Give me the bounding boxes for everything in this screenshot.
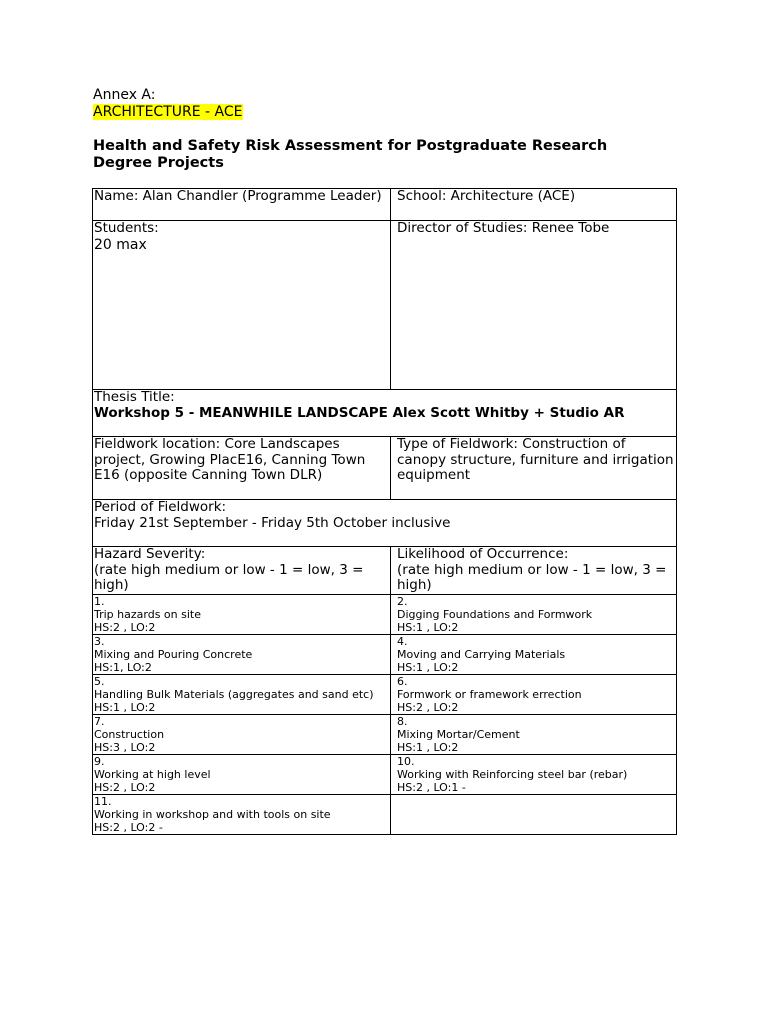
students-value: 20 max — [94, 236, 147, 253]
period-cell — [93, 500, 677, 547]
hazard-name: Construction — [94, 727, 165, 741]
hazard-name: Working in workshop and with tools on site — [94, 807, 331, 821]
students-row — [93, 221, 677, 390]
department-label — [93, 104, 243, 121]
severity-label: Hazard Severity: — [94, 546, 206, 562]
hazard-number: 2. — [397, 594, 408, 608]
hazard-name: Digging Foundations and Formwork — [397, 607, 593, 621]
rating-scale-row — [93, 547, 677, 595]
hazard-rating: HS:2 , LO:1 - — [397, 780, 466, 794]
period-label: Period of Fieldwork: — [94, 499, 227, 515]
hazard-cell — [93, 794, 391, 834]
hazard-rating: HS:1 , LO:2 — [397, 740, 459, 754]
thesis-row — [93, 390, 677, 437]
name-cell: Name: Alan Chandler (Programme Leader) — [93, 189, 391, 221]
fieldwork-row — [93, 437, 677, 500]
hazard-name: Working with Reinforcing steel bar (rebar) — [397, 767, 628, 781]
empty-cell — [391, 794, 677, 834]
severity-scale: (rate high medium or low - 1 = low, 3 = high) — [94, 561, 364, 593]
document-title-line1: Health and Safety Risk Assessment for Postgraduate Research — [93, 138, 608, 154]
hazard-name: Moving and Carrying Materials — [397, 647, 566, 661]
hazard-number: 1. — [94, 594, 105, 608]
hazard-number: 8. — [397, 714, 408, 728]
hazard-rating: HS:1 , LO:2 — [397, 620, 459, 634]
severity-cell — [93, 547, 391, 595]
thesis-cell — [93, 390, 677, 437]
hazard-number: 11. — [94, 794, 112, 808]
hazard-rating: HS:1 , LO:2 — [397, 660, 459, 674]
hazard-number: 4. — [397, 634, 408, 648]
director-cell: Director of Studies: Renee Tobe — [391, 221, 677, 390]
hazard-cell — [93, 594, 391, 634]
hazard-cell — [391, 714, 677, 754]
hazard-row — [93, 634, 677, 674]
hazard-row — [93, 594, 677, 634]
name-row — [93, 189, 677, 221]
period-value: Friday 21st September - Friday 5th October inclusive — [94, 514, 451, 531]
hazard-cell — [391, 634, 677, 674]
period-row — [93, 500, 677, 547]
hazard-rating: HS:2 , LO:2 - — [94, 820, 163, 834]
hazard-rating: HS:3 , LO:2 — [94, 740, 156, 754]
hazard-number: 6. — [397, 674, 408, 688]
hazard-rating: HS:1 , LO:2 — [94, 700, 156, 714]
hazard-name: Mixing Mortar/Cement — [397, 727, 520, 741]
hazard-cell — [391, 594, 677, 634]
hazard-name: Formwork or framework errection — [397, 687, 582, 701]
hazard-cell — [93, 634, 391, 674]
document-title-line2: Degree Projects — [93, 155, 224, 171]
annex-label: Annex A: — [93, 87, 156, 103]
hazard-row — [93, 754, 677, 794]
hazard-cell — [93, 674, 391, 714]
school-cell: School: Architecture (ACE) — [391, 189, 677, 221]
hazard-number: 7. — [94, 714, 105, 728]
hazard-number: 5. — [94, 674, 105, 688]
fieldwork-location-cell: Fieldwork location: Core Landscapes project, Growing PlacE16, Canning Town E16 (opposite Canning Town DLR) — [93, 437, 391, 500]
hazard-number: 10. — [397, 754, 415, 768]
risk-assessment-table — [92, 188, 677, 835]
hazard-row — [93, 714, 677, 754]
hazard-name: Trip hazards on site — [94, 607, 201, 621]
likelihood-label: Likelihood of Occurrence: — [397, 546, 569, 562]
students-label: Students: — [94, 220, 159, 236]
hazard-cell — [93, 754, 391, 794]
hazard-rating: HS:2 , LO:2 — [94, 620, 156, 634]
hazard-cell — [391, 674, 677, 714]
hazard-name: Handling Bulk Materials (aggregates and sand etc) — [94, 687, 374, 701]
hazard-rating: HS:2 , LO:2 — [94, 780, 156, 794]
likelihood-scale: (rate high medium or low - 1 = low, 3 = high) — [397, 561, 667, 593]
hazard-rating: HS:2 , LO:2 — [397, 700, 459, 714]
thesis-value: Workshop 5 - MEANWHILE LANDSCAPE Alex Scott Whitby + Studio AR — [94, 404, 625, 421]
hazard-rating: HS:1, LO:2 — [94, 660, 152, 674]
hazard-number: 9. — [94, 754, 105, 768]
students-cell — [93, 221, 391, 390]
hazard-row — [93, 794, 677, 834]
hazard-name: Mixing and Pouring Concrete — [94, 647, 253, 661]
hazard-row — [93, 674, 677, 714]
hazard-cell — [391, 754, 677, 794]
hazard-number: 3. — [94, 634, 105, 648]
fieldwork-type-cell: Type of Fieldwork: Construction of canopy structure, furniture and irrigation equipment — [391, 437, 677, 500]
thesis-label: Thesis Title: — [94, 389, 175, 405]
likelihood-cell — [391, 547, 677, 595]
department-highlight: ARCHITECTURE - ACE — [93, 104, 243, 120]
hazard-name: Working at high level — [94, 767, 211, 781]
hazard-cell — [93, 714, 391, 754]
